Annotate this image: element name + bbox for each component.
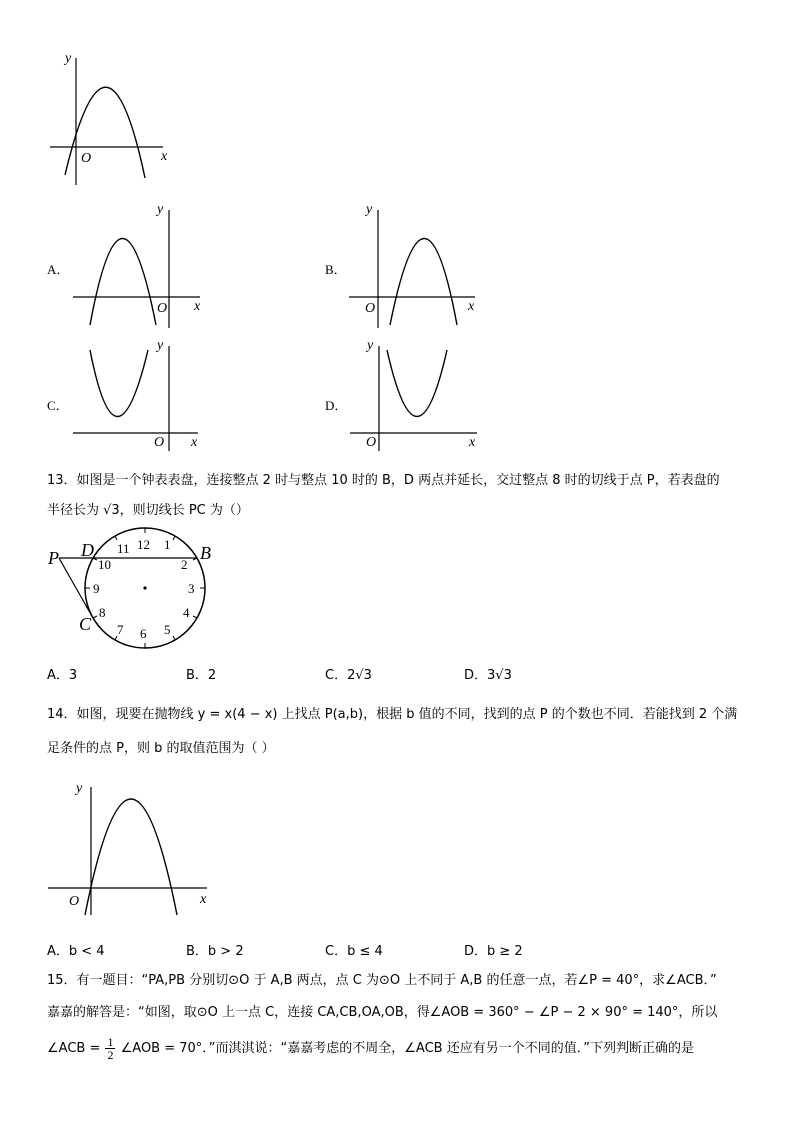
y-label: y [157,338,164,353]
option-d-graph [345,338,485,453]
q15-line3-start: ∠ACB = [47,1041,101,1056]
clock-number-7: 7 [117,622,124,637]
point-d-label: D [81,540,94,560]
clock-number-6: 6 [140,626,147,641]
fraction-numerator: 1 [107,1035,114,1049]
parabola [90,350,148,417]
x-label: x [161,149,168,164]
clock-number-2: 2 [181,557,188,572]
q14-graph [45,775,220,920]
clock-number-12: 12 [137,537,150,552]
tick-4 [193,616,197,618]
option-d-label: D． [325,398,348,413]
option-a-graph [70,200,210,330]
q13-answer-a: A．3 [47,668,78,683]
q13-answer-c: C．2√3 [325,668,372,683]
origin-label: O [366,435,377,450]
q13-answer-d: D．3√3 [464,668,512,683]
clock-number-1: 1 [164,537,171,552]
q15-text-line2: 嘉嘉的解答是：“如图，取⊙O 上一点 C，连接 CA,CB,OA,OB，得∠AOB = 360° − ∠P − 2 × 90° = 140°，所以 [47,1005,718,1020]
x-label: x [469,435,476,450]
q14-answer-d: D．b ≥ 2 [464,944,523,959]
q13-answer-b: B．2 [186,668,217,683]
y-label: y [65,51,72,66]
parabola [387,350,447,417]
parabola [90,239,156,326]
point-p-label: P [48,548,59,568]
origin-label: O [154,435,165,450]
clock-figure [45,528,215,653]
x-label: x [194,299,201,314]
origin-label: O [69,894,80,909]
point-b-label: B [200,543,211,563]
q14-text-line1: 14．如图，现要在抛物线 y = x(4 − x) 上找点 P(a,b)，根据 b 值的不同，找到的点 P 的个数也不同．若能找到 2 个满 [47,707,738,722]
point-c-label: C [79,614,92,634]
clock-number-5: 5 [164,622,171,637]
q13-text-line1: 13．如图是一个钟表表盘，连接整点 2 时与整点 10 时的 B，D 两点并延长，交过整点 8 时的切线于点 P，若表盘的 [47,473,720,488]
tick-1 [173,536,175,540]
clock-number-10: 10 [98,557,111,572]
q14-answer-c: C．b ≤ 4 [325,944,383,959]
q12-stem-graph [45,50,185,190]
origin-label: O [365,301,376,316]
clock-number-8: 8 [99,605,106,620]
clock-number-4: 4 [183,605,190,620]
y-label: y [157,202,164,217]
q15-text-line3 [47,1036,747,1061]
tick-11 [115,536,117,540]
parabola [65,87,145,178]
q15-line3-end: ∠AOB = 70°．”而淇淇说：“嘉嘉考虑的不周全，∠ACB 还应有另一个不同的值．”下列判断正确的是 [120,1041,694,1056]
q13-text-line2: 半径长为 √3，则切线长 PC 为（） [47,503,249,518]
q15-text-line1: 15．有一题目：“PA,PB 分别切⊙O 于 A,B 两点，点 C 为⊙O 上不同于 A,B 的任意一点，若∠P = 40°，求∠ACB．” [47,973,717,988]
one-half-fraction [105,1036,115,1061]
option-c-graph [70,338,210,453]
q14-answer-b: B．b > 2 [186,944,244,959]
x-label: x [468,299,475,314]
x-label: x [200,892,207,907]
center-dot [143,586,146,589]
option-b-graph [345,200,485,330]
tick-8 [93,616,97,618]
origin-label: O [157,301,168,316]
origin-label: O [81,151,92,166]
y-label: y [366,202,373,217]
parabola [85,799,177,915]
tick-5 [173,636,175,640]
option-b-label: B． [325,262,347,277]
y-label: y [76,781,83,796]
option-c-label: C． [47,398,69,413]
parabola [390,239,457,326]
x-label: x [191,435,198,450]
y-label: y [367,338,374,353]
clock-number-11: 11 [117,541,130,556]
q14-answer-a: A．b < 4 [47,944,105,959]
clock-number-3: 3 [188,581,195,596]
clock-number-9: 9 [93,581,100,596]
fraction-denominator: 2 [107,1048,114,1062]
option-a-label: A． [47,262,70,277]
q14-text-line2: 足条件的点 P，则 b 的取值范围为（ ） [47,741,275,756]
